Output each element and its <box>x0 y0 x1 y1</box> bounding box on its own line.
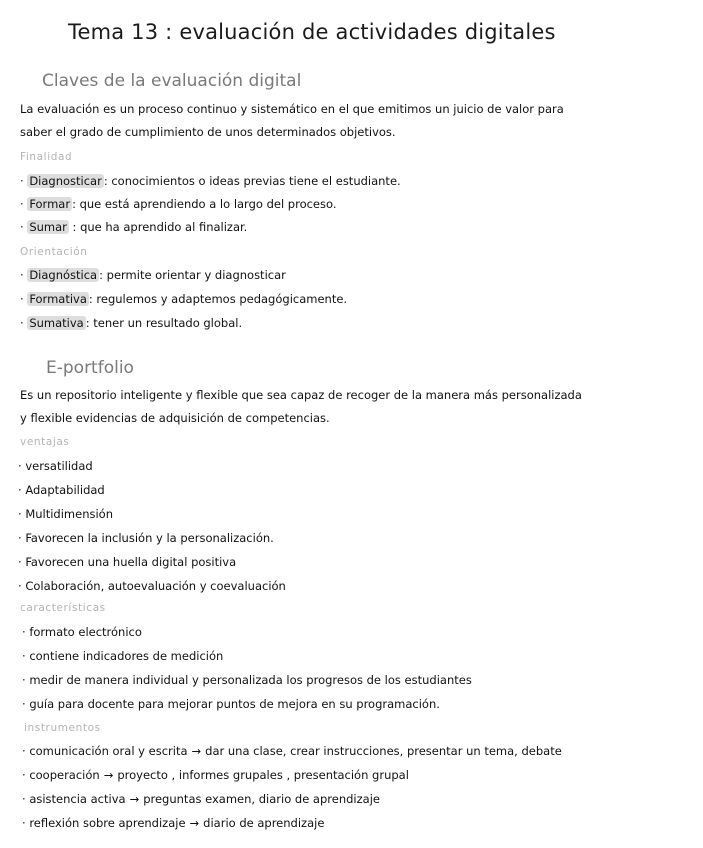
list-item: · guía para docente para mejorar puntos de mejora en su programación. <box>22 697 440 711</box>
item-text: diario de aprendizaje <box>203 816 325 830</box>
item-text: : conocimientos o ideas previas tiene el estudiante. <box>103 174 401 188</box>
highlighted-term: Formar <box>29 197 71 211</box>
list-item: · Adaptabilidad <box>18 483 105 497</box>
item-text: formato electrónico <box>29 625 142 639</box>
item-text: contiene indicadores de medición <box>29 649 224 663</box>
subheading-caracteristicas: características <box>20 602 106 614</box>
item-term: asistencia activa <box>29 792 126 806</box>
subheading-ventajas: ventajas <box>20 436 70 448</box>
item-text: medir de manera individual y personalizada los progresos de los estudiantes <box>29 673 472 687</box>
item-term: comunicación oral y escrita <box>29 744 188 758</box>
highlighted-term: Formativa <box>29 292 87 306</box>
list-item: · Sumativa : tener un resultado global. <box>20 316 243 330</box>
claves-intro-line-1: La evaluación es un proceso continuo y sistemático en el que emitimos un juicio de valor para <box>20 102 564 116</box>
item-text: Favorecen la inclusión y la personalización. <box>25 531 274 545</box>
highlighted-term: Diagnosticar <box>29 174 102 188</box>
item-text: : tener un resultado global. <box>85 316 243 330</box>
page-title: Tema 13 : evaluación de actividades digitales <box>68 20 556 44</box>
section-heading-claves: Claves de la evaluación digital <box>42 71 302 91</box>
list-item: · medir de manera individual y personalizada los progresos de los estudiantes <box>22 673 472 687</box>
list-item: · Formar : que está aprendiendo a lo largo del proceso. <box>20 197 337 211</box>
claves-intro-line-2: saber el grado de cumplimiento de unos determinados objetivos. <box>20 125 396 139</box>
list-item: · Favorecen una huella digital positiva <box>18 555 237 569</box>
item-text: Multidimensión <box>25 507 113 521</box>
list-item: · comunicación oral y escrita → dar una clase, crear instrucciones, presentar un tema, debate <box>22 744 562 758</box>
eportfolio-intro-line-2: y flexible evidencias de adquisición de competencias. <box>20 411 330 425</box>
eportfolio-intro-line-1: Es un repositorio inteligente y flexible que sea capaz de recoger de la manera más personalizada <box>20 388 582 402</box>
list-item: · Formativa : regulemos y adaptemos pedagógicamente. <box>20 292 348 306</box>
item-text: guía para docente para mejorar puntos de mejora en su programación. <box>29 697 440 711</box>
item-term: cooperación <box>29 768 100 782</box>
highlighted-term: Sumar <box>29 220 67 234</box>
list-item: · Sumar : que ha aprendido al finalizar. <box>20 220 248 234</box>
highlighted-term: Sumativa <box>29 316 84 330</box>
list-item: · contiene indicadores de medición <box>22 649 224 663</box>
list-item: · Favorecen la inclusión y la personalización. <box>18 531 274 545</box>
arrow-right-icon: → <box>191 744 202 758</box>
item-text: dar una clase, crear instrucciones, presentar un tema, debate <box>205 744 562 758</box>
arrow-right-icon: → <box>129 792 140 806</box>
list-item: · versatilidad <box>18 459 93 473</box>
list-item: · Diagnosticar : conocimientos o ideas previas tiene el estudiante. <box>20 174 401 188</box>
item-text: preguntas examen, diario de aprendizaje <box>143 792 380 806</box>
item-text: Adaptabilidad <box>25 483 105 497</box>
arrow-right-icon: → <box>103 768 114 782</box>
item-text: : que está aprendiendo a lo largo del proceso. <box>72 197 337 211</box>
arrow-right-icon: → <box>189 816 200 830</box>
list-item: · Multidimensión <box>18 507 113 521</box>
list-item: · reflexión sobre aprendizaje → diario de aprendizaje <box>22 816 325 830</box>
item-text: Colaboración, autoevaluación y coevaluación <box>25 579 286 593</box>
subheading-finalidad: Finalidad <box>20 151 73 163</box>
item-term: reflexión sobre aprendizaje <box>29 816 186 830</box>
subheading-instrumentos: instrumentos <box>24 722 101 734</box>
item-text: : regulemos y adaptemos pedagógicamente. <box>88 292 348 306</box>
list-item: · asistencia activa → preguntas examen, diario de aprendizaje <box>22 792 380 806</box>
item-text: versatilidad <box>25 459 93 473</box>
subheading-orientacion: Orientación <box>20 246 88 258</box>
item-text: : permite orientar y diagnosticar <box>99 268 286 282</box>
list-item: · cooperación → proyecto , informes grupales , presentación grupal <box>22 768 409 782</box>
list-item: · formato electrónico <box>22 625 142 639</box>
highlighted-term: Diagnóstica <box>29 268 98 282</box>
section-heading-eportfolio: E-portfolio <box>46 358 134 378</box>
item-text: proyecto , informes grupales , presentación grupal <box>117 768 409 782</box>
list-item: · Diagnóstica : permite orientar y diagnosticar <box>20 268 286 282</box>
item-text: Favorecen una huella digital positiva <box>25 555 237 569</box>
item-text: : que ha aprendido al finalizar. <box>68 220 248 234</box>
list-item: · Colaboración, autoevaluación y coevaluación <box>18 579 286 593</box>
